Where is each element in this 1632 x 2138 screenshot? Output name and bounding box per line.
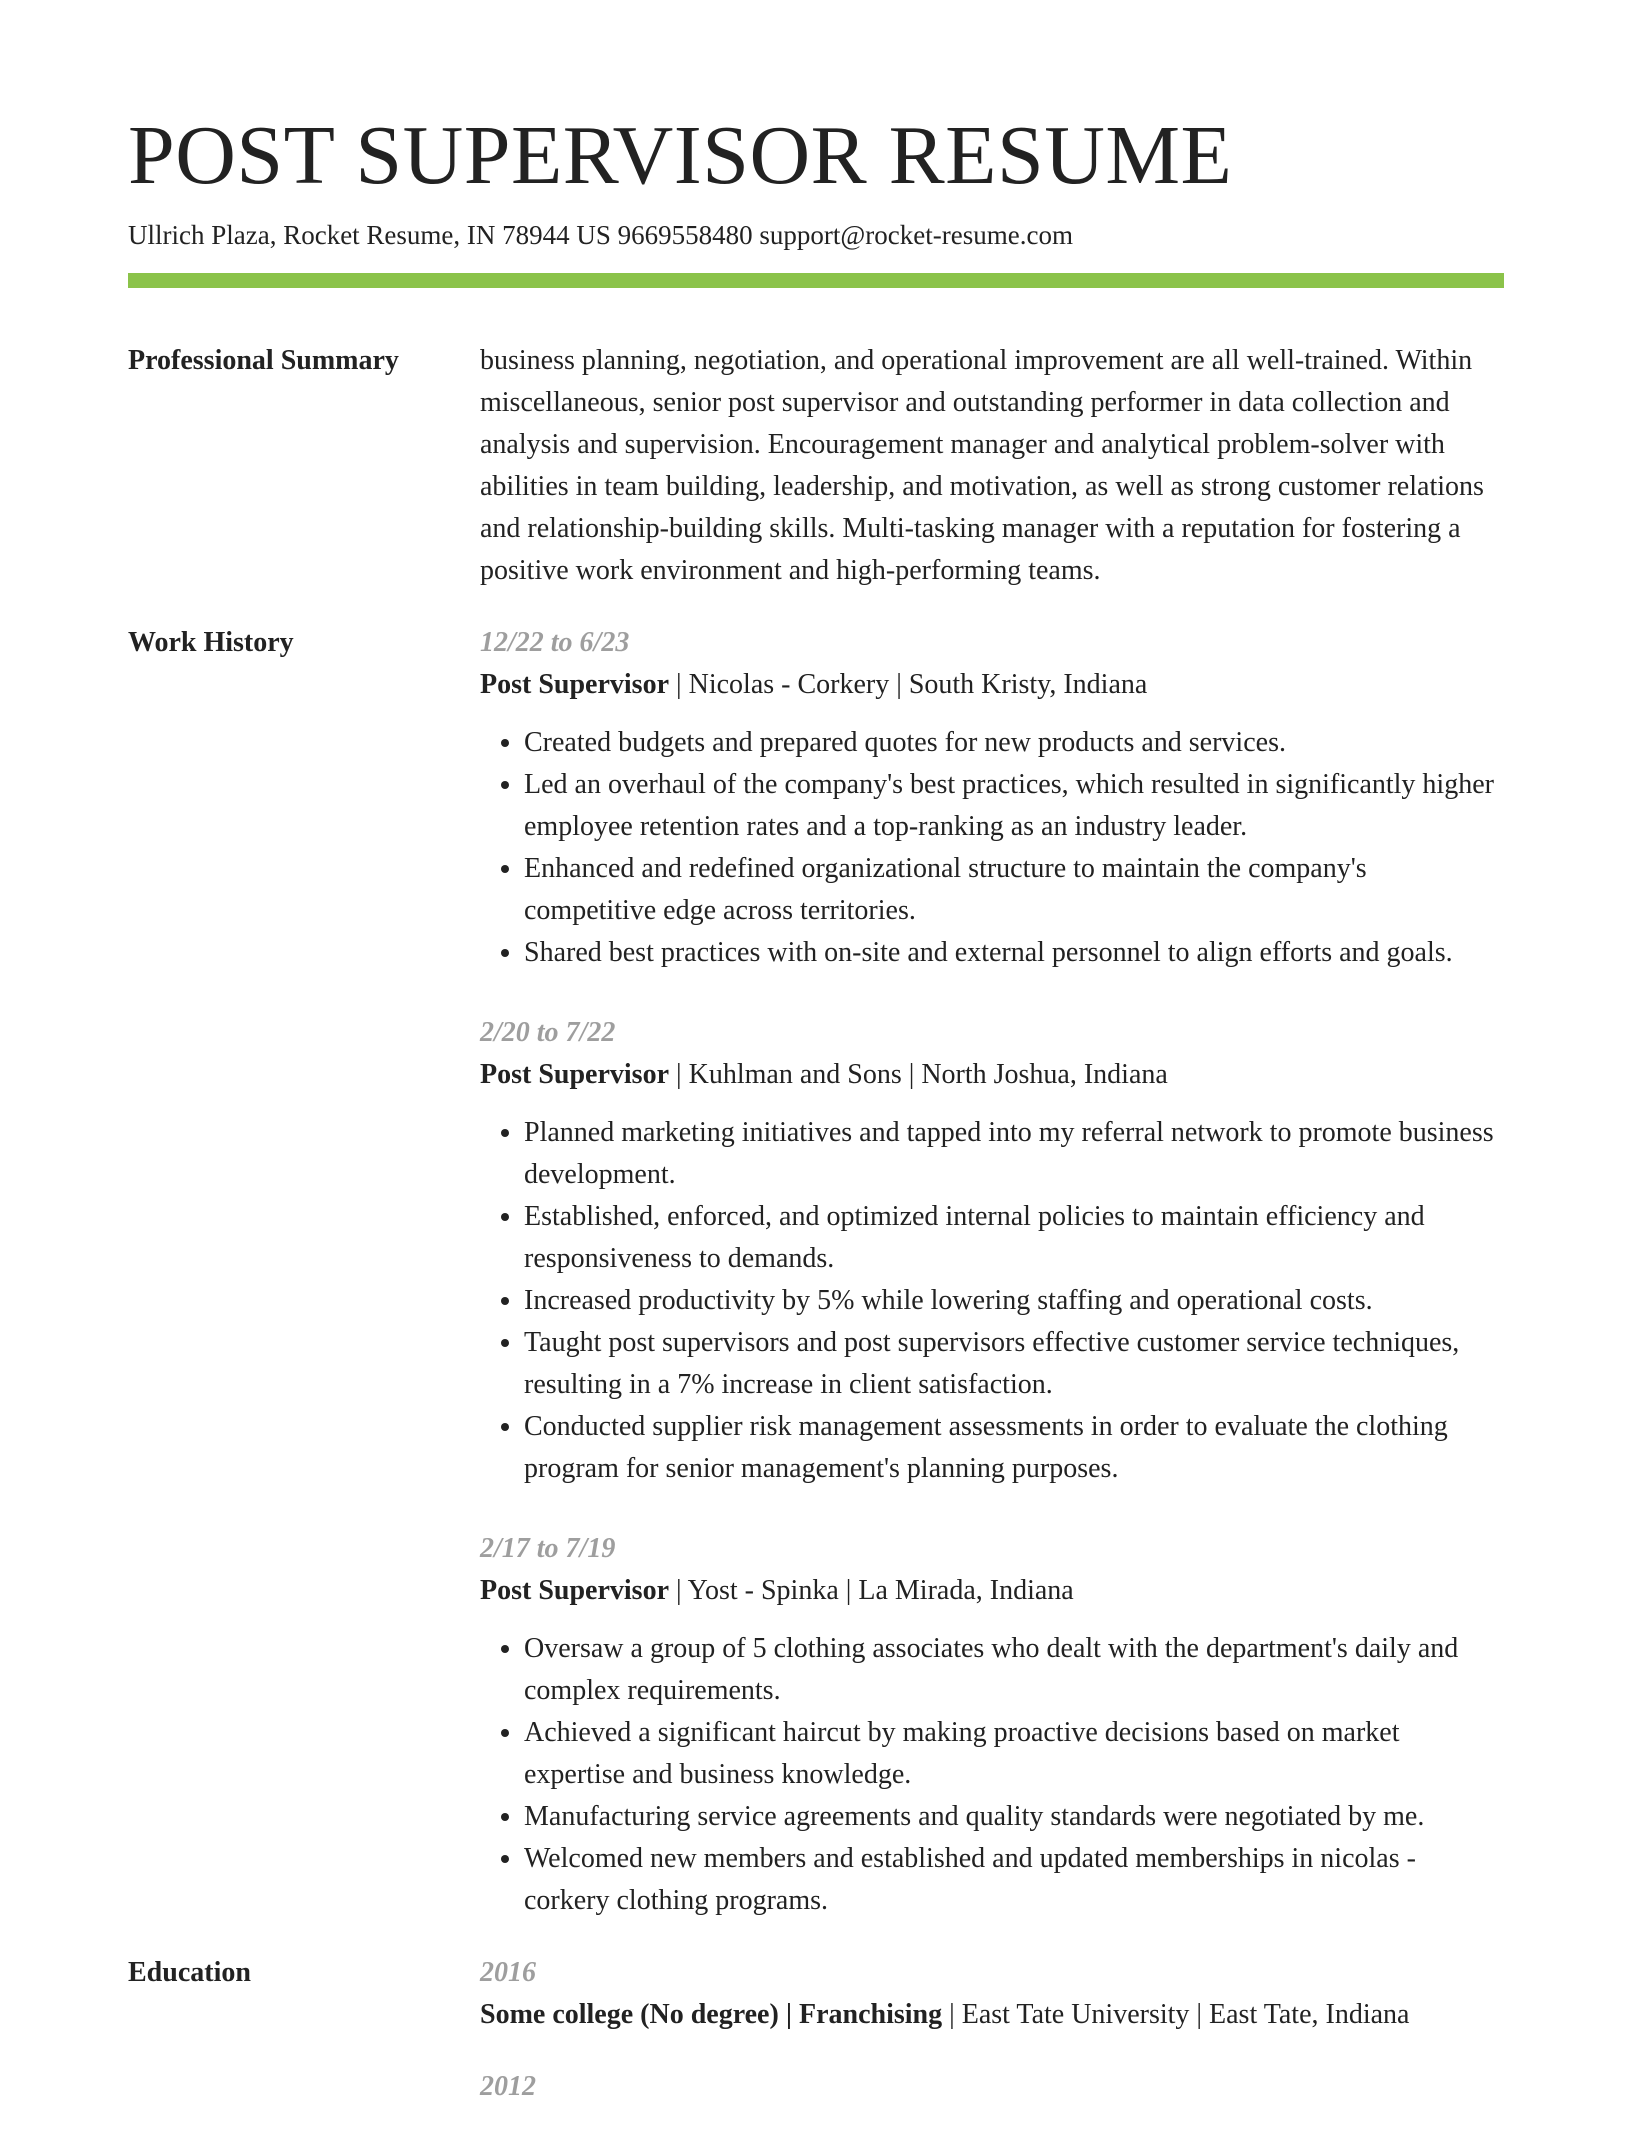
- education-degree: Some college (No degree) | Franchising: [480, 1999, 943, 2031]
- job-entry: [480, 1528, 1504, 1922]
- education-details: | East Tate University | East Tate, Indiana: [942, 1999, 1410, 2031]
- job-details: | Yost - Spinka | La Mirada, Indiana: [669, 1575, 1074, 1607]
- education-entry: [480, 2066, 1504, 2108]
- job-role: Post Supervisor: [480, 1059, 669, 1091]
- job-bullet: • Achieved a significant haircut by making proactive decisions based on market expertise and business knowledge.: [524, 1712, 1504, 1796]
- job-role-line: [480, 664, 1504, 706]
- education-entry: [480, 1952, 1504, 2036]
- job-bullet: • Shared best practices with on-site and external personnel to align efforts and goals.: [524, 932, 1504, 974]
- job-bullets: [480, 1112, 1504, 1490]
- contact-phone: 9669558480: [617, 220, 753, 251]
- contact-email: support@rocket-resume.com: [759, 220, 1073, 251]
- job-bullet: • Taught post supervisors and post supervisors effective customer service techniques, resulting in a 7% increase in client satisfaction.: [524, 1322, 1504, 1406]
- header-divider: [128, 273, 1504, 288]
- job-bullet: • Enhanced and redefined organizational structure to maintain the company's competitive edge across territories.: [524, 848, 1504, 932]
- job-dates: 2/20 to 7/22: [480, 1017, 616, 1049]
- job-bullet: • Conducted supplier risk management assessments in order to evaluate the clothing program for senior management's planning purposes.: [524, 1406, 1504, 1490]
- section-work-history: [128, 622, 1504, 1952]
- section-label-education: Education: [128, 1957, 251, 1989]
- job-bullet: • Welcomed new members and established and updated memberships in nicolas - corkery clothing programs.: [524, 1838, 1504, 1922]
- job-role-line: [480, 1570, 1504, 1612]
- job-dates: 2/17 to 7/19: [480, 1533, 616, 1565]
- section-body-work-history: [480, 622, 1504, 1952]
- education-year: 2012: [480, 2071, 536, 2103]
- job-role: Post Supervisor: [480, 1575, 669, 1607]
- section-education: [128, 1952, 1504, 2138]
- contact-line: [128, 220, 1504, 251]
- job-bullets: [480, 1628, 1504, 1922]
- resume-page: [128, 110, 1504, 2138]
- education-line: [480, 1994, 1504, 2036]
- resume-title: POST SUPERVISOR RESUME: [128, 109, 1233, 202]
- job-bullet: • Oversaw a group of 5 clothing associates who dealt with the department's daily and complex requirements.: [524, 1628, 1504, 1712]
- job-bullet: • Created budgets and prepared quotes for new products and services.: [524, 722, 1504, 764]
- job-entry: [480, 622, 1504, 974]
- job-bullets: [480, 722, 1504, 974]
- section-body-education: [480, 1952, 1504, 2138]
- job-bullet: • Increased productivity by 5% while lowering staffing and operational costs.: [524, 1280, 1504, 1322]
- section-label-summary: Professional Summary: [128, 345, 399, 377]
- job-role: Post Supervisor: [480, 669, 669, 701]
- education-year: 2016: [480, 1957, 536, 1989]
- job-bullet: • Manufacturing service agreements and quality standards were negotiated by me.: [524, 1796, 1504, 1838]
- job-bullet: • Planned marketing initiatives and tapped into my referral network to promote business development.: [524, 1112, 1504, 1196]
- job-dates: 12/22 to 6/23: [480, 627, 630, 659]
- job-details: | Nicolas - Corkery | South Kristy, Indiana: [669, 669, 1148, 701]
- job-bullet: • Led an overhaul of the company's best practices, which resulted in significantly higher employee retention rates and a top-ranking as an industry leader.: [524, 764, 1504, 848]
- contact-address: Ullrich Plaza, Rocket Resume, IN 78944 US: [128, 220, 611, 251]
- job-role-line: [480, 1054, 1504, 1096]
- section-professional-summary: [128, 340, 1504, 622]
- job-bullet: • Established, enforced, and optimized internal policies to maintain efficiency and responsiveness to demands.: [524, 1196, 1504, 1280]
- summary-text: business planning, negotiation, and operational improvement are all well-trained. Within miscellaneous, senior post supervisor and outstanding performer in data collection and analysis and supervision. Encouragement manager and analytical problem-solver with abilities in team building, leadership, and motivation, as well as strong customer relations and relationship-building skills. Multi-tasking manager with a reputation for fostering a positive work environment and high-performing teams.: [480, 345, 1484, 587]
- job-entry: [480, 1012, 1504, 1490]
- section-body-summary: [480, 340, 1504, 622]
- section-label-work-history: Work History: [128, 627, 294, 659]
- job-details: | Kuhlman and Sons | North Joshua, Indiana: [669, 1059, 1168, 1091]
